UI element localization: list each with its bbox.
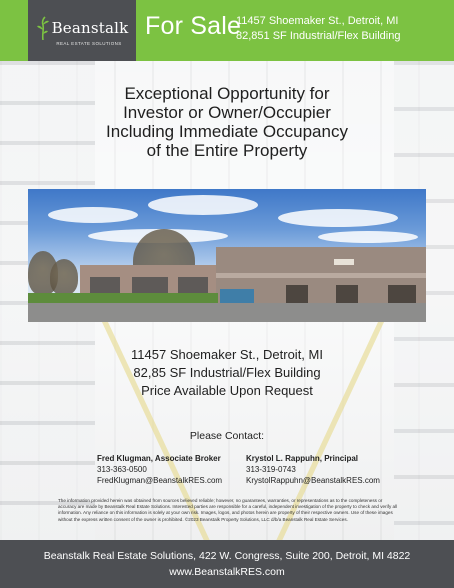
- header-address: 11457 Shoemaker St., Detroit, MI: [236, 15, 399, 27]
- building-band: [216, 273, 426, 278]
- cloud: [278, 209, 398, 227]
- headline-line-2: Investor or Owner/Occupier: [123, 103, 331, 122]
- header-bar: [0, 0, 454, 61]
- logo-mark: [36, 16, 129, 40]
- tree: [50, 259, 78, 295]
- logo-wordmark: Beanstalk: [51, 18, 129, 37]
- property-address: 11457 Shoemaker St., Detroit, MI: [131, 347, 323, 362]
- agent-name: Krystol L. Rappuhn, Principal: [246, 454, 359, 463]
- contact-heading: Please Contact:: [189, 430, 265, 442]
- header-summary: 82,851 SF Industrial/Flex Building: [236, 30, 401, 42]
- cloud: [318, 231, 418, 243]
- logo[interactable]: [28, 0, 136, 61]
- agent-name: Fred Klugman, Associate Broker: [97, 454, 221, 463]
- parking-lot: [28, 303, 426, 322]
- cloud: [148, 195, 258, 215]
- property-price: Price Available Upon Request: [141, 383, 313, 398]
- agent-phone[interactable]: 313-319-0743: [246, 465, 296, 474]
- agent-phone[interactable]: 313-363-0500: [97, 465, 147, 474]
- agent-email[interactable]: KrystolRappuhn@BeanstalkRES.com: [246, 476, 380, 485]
- headline-line-4: of the Entire Property: [146, 141, 308, 160]
- footer-bar: [0, 540, 454, 588]
- footer-address: Beanstalk Real Estate Solutions, 422 W. Congress, Suite 200, Detroit, MI 4822: [43, 550, 411, 562]
- header-address-block: [236, 14, 400, 44]
- building-sign: [334, 259, 354, 265]
- headline: [60, 84, 394, 160]
- agent-card-1: [97, 453, 222, 486]
- logo-tagline: REAL ESTATE SOLUTIONS: [56, 40, 122, 46]
- headline-line-1: Exceptional Opportunity for: [124, 84, 330, 103]
- property-photo: [28, 189, 426, 322]
- window: [132, 277, 168, 293]
- window: [90, 277, 120, 293]
- agent-email[interactable]: FredKlugman@BeanstalkRES.com: [97, 476, 223, 485]
- footer-website-link[interactable]: www.BeanstalkRES.com: [169, 566, 285, 578]
- cloud: [48, 207, 138, 223]
- window: [178, 277, 208, 293]
- listing-status: For Sale: [145, 12, 242, 40]
- property-info: [100, 346, 354, 400]
- agent-card-2: [246, 453, 380, 486]
- beanstalk-sprout-icon: [36, 16, 50, 40]
- legal-disclaimer: The information provided herein was obtained from sources believed reliable; however, no guarantees, warranties, or representations as to the completeness or accuracy are made by Beanstalk Real Estate Solutions. Interested parties are responsible for a careful, independent investigation of the property to check and verify all information. Any reliance on this information is solely at your own risk. Images, logos, and photos herein are property of their respective owners. Use of these images without the express written consent of the owner is prohibited. ©2023 Beanstalk Property Solutions, LLC d/b/a Beanstalk Real Estate Services.: [58, 498, 398, 522]
- property-size: 82,85 SF Industrial/Flex Building: [133, 365, 321, 380]
- headline-line-3: Including Immediate Occupancy: [106, 122, 348, 141]
